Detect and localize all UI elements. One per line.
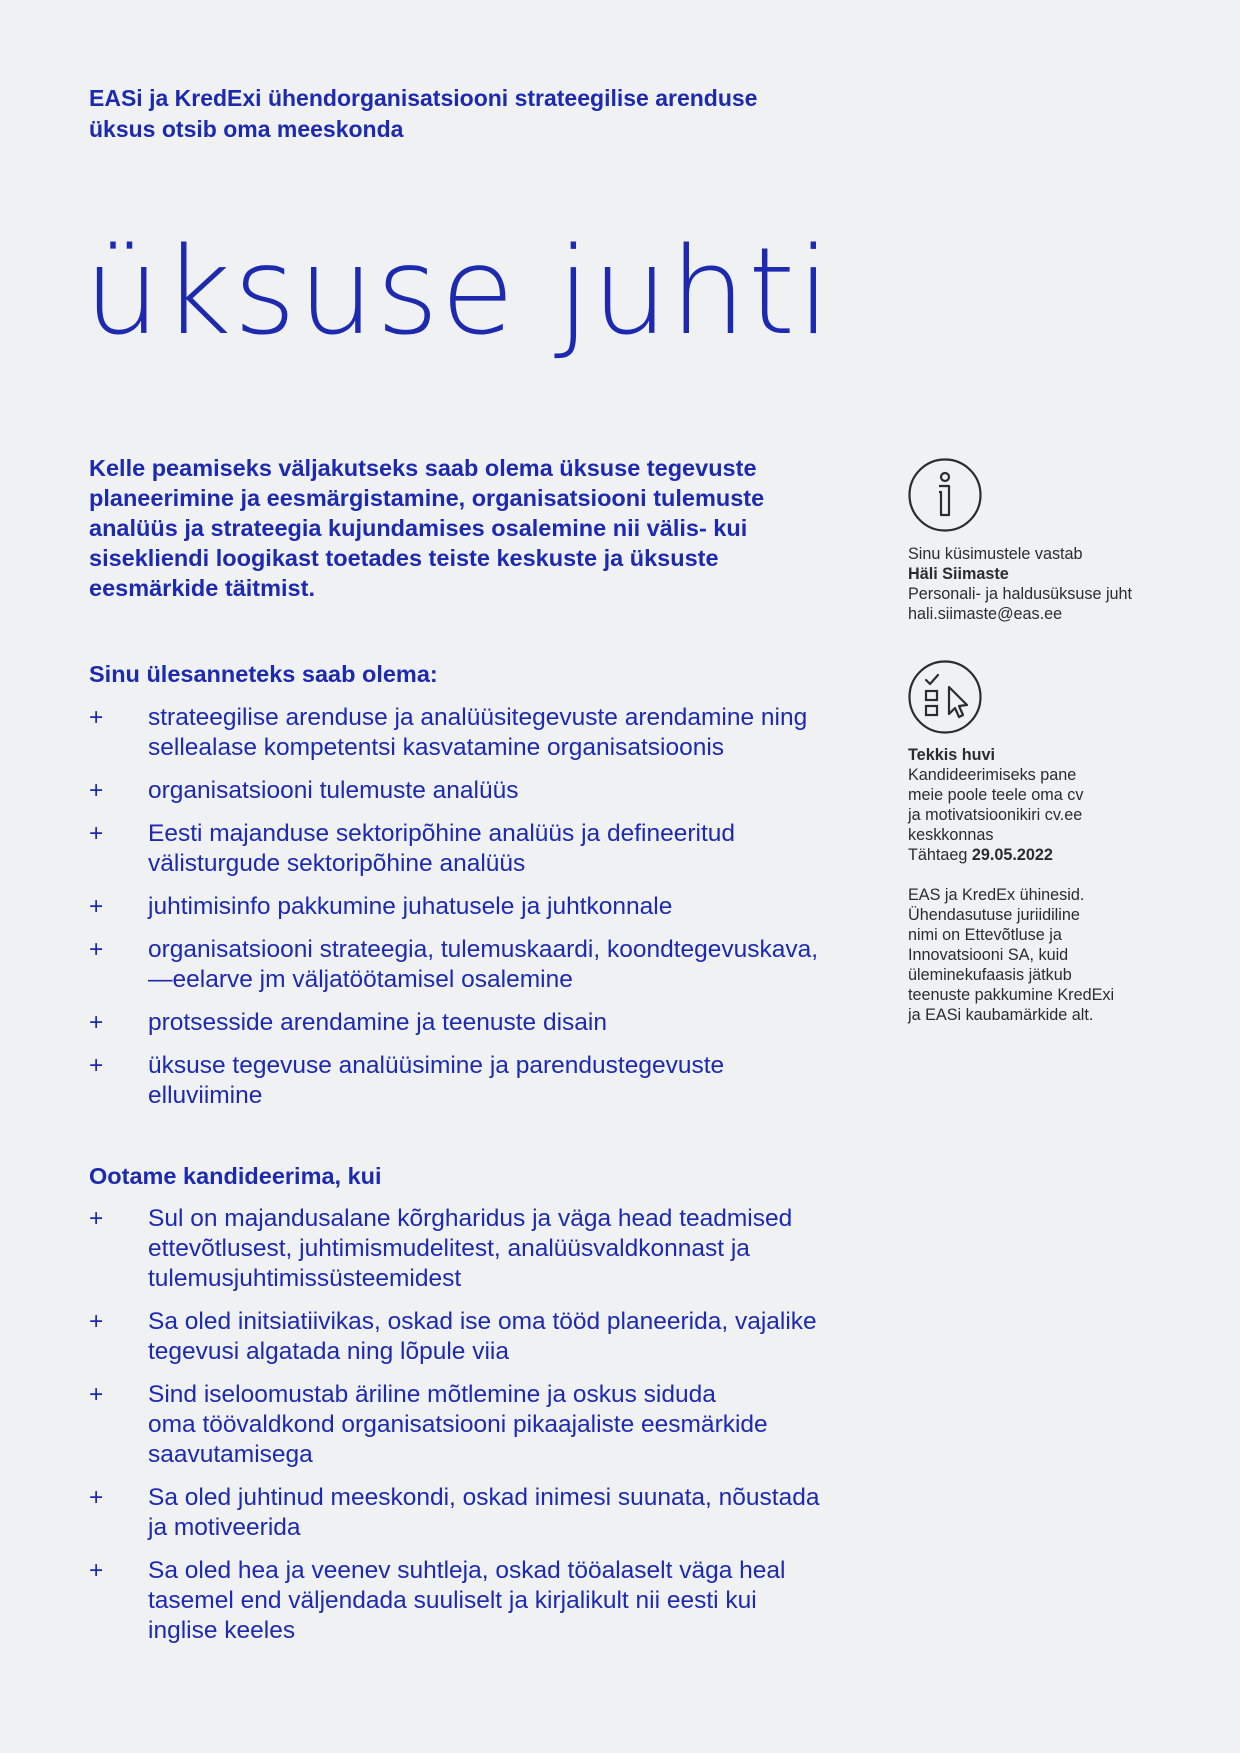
tasks-list — [89, 703, 869, 1124]
apply-line: Kandideerimiseks pane — [908, 766, 1077, 784]
item-line: tasemel end väljendada suuliselt ja kirjalikult nii eesti kui — [148, 1587, 757, 1614]
note-line: Innovatsiooni SA, kuid — [908, 946, 1069, 964]
page-title: üksuse juhti — [84, 223, 833, 362]
item-line: protsesside arendamine ja teenuste disain — [148, 1009, 607, 1036]
plus-icon: + — [89, 1557, 104, 1584]
item-line: Sa oled initsiatiivikas, oskad ise oma tööd planeerida, vajalike — [148, 1308, 817, 1335]
item-line: Sa oled juhtinud meeskondi, oskad inimesi suunata, nõustada — [148, 1484, 820, 1511]
item-line: Eesti majanduse sektoripõhine analüüs ja defineeritud — [148, 820, 736, 847]
item-line: ettevõtlusest, juhtimismudelitest, analüüsvaldkonnast ja — [148, 1235, 750, 1262]
item-line: juhtimisinfo pakkumine juhatusele ja juhtkonnale — [148, 893, 673, 920]
note-line: Ühendasutuse juriidiline — [908, 906, 1080, 924]
item-line: strateegilise arenduse ja analüüsitegevuste arendamine ning — [148, 704, 808, 731]
lead-line: sisekliendi loogikast toetades teiste keskuste ja üksuste — [89, 545, 719, 571]
deadline-date: 29.05.2022 — [971, 846, 1053, 864]
lead-line: Kelle peamiseks väljakutseks saab olema üksuse tegevuste — [89, 455, 757, 481]
plus-icon: + — [89, 1381, 104, 1408]
apply-line: keskkonnas — [908, 826, 994, 844]
plus-icon: + — [89, 1308, 104, 1335]
list-item — [89, 1307, 869, 1367]
apply-line: ja motivatsioonikiri cv.ee — [908, 806, 1083, 824]
plus-icon: + — [89, 893, 104, 920]
lead-line: planeerimine ja eesmärgistamine, organisatsiooni tulemuste — [89, 485, 765, 511]
contact-block — [908, 544, 1158, 624]
item-line: organisatsiooni tulemuste analüüs — [148, 777, 519, 804]
plus-icon: + — [89, 777, 104, 804]
plus-icon: + — [89, 820, 104, 847]
list-item — [89, 703, 869, 763]
note-line: teenuste pakkumine KredExi — [908, 986, 1115, 1004]
plus-icon: + — [89, 1009, 104, 1036]
deadline — [908, 845, 1158, 865]
item-line: elluviimine — [148, 1082, 263, 1109]
note-line: EAS ja KredEx ühinesid. — [908, 886, 1085, 904]
list-item — [89, 1204, 869, 1294]
info-icon — [907, 457, 983, 533]
item-line: välisturgude sektoripõhine analüüs — [148, 850, 526, 877]
list-item — [89, 819, 869, 879]
intro-heading — [89, 83, 849, 145]
item-line: organisatsiooni strateegia, tulemuskaardi, koondtegevuskava, — [148, 936, 819, 963]
checklist-cursor-icon — [907, 659, 983, 735]
tasks-heading: Sinu ülesanneteks saab olema: — [89, 661, 438, 687]
merger-note — [908, 885, 1158, 1025]
list-item — [89, 1008, 869, 1038]
contact-role: Personali- ja haldusüksuse juht — [908, 585, 1133, 603]
lead-line: analüüs ja strateegia kujundamises osalemine nii välis- kui — [89, 515, 748, 541]
item-line: tegevusi algatada ning lõpule viia — [148, 1338, 509, 1365]
item-line: saavutamisega — [148, 1441, 313, 1468]
list-item — [89, 1051, 869, 1111]
item-line: Sa oled hea ja veenev suhtleja, oskad tööalaselt väga heal — [148, 1557, 786, 1584]
list-item — [89, 1556, 869, 1646]
apply-block — [908, 745, 1158, 865]
contact-email[interactable]: hali.siimaste@eas.ee — [908, 605, 1063, 623]
contact-intro: Sinu küsimustele vastab — [908, 545, 1083, 563]
deadline-label: Tähtaeg — [908, 846, 968, 864]
item-line: ja motiveerida — [148, 1514, 301, 1541]
plus-icon: + — [89, 1052, 104, 1079]
note-line: nimi on Ettevõtluse ja — [908, 926, 1062, 944]
list-item — [89, 1483, 869, 1543]
plus-icon: + — [89, 1484, 104, 1511]
intro-line: üksus otsib oma meeskonda — [89, 116, 404, 142]
apply-line: meie poole teele oma cv — [908, 786, 1084, 804]
item-line: tulemusjuhtimissüsteemidest — [148, 1265, 462, 1292]
contact-name: Häli Siimaste — [908, 565, 1009, 583]
item-line: Sul on majandusalane kõrgharidus ja väga head teadmised — [148, 1205, 793, 1232]
list-item — [89, 1380, 869, 1470]
plus-icon: + — [89, 1205, 104, 1232]
apply-heading: Tekkis huvi — [908, 746, 995, 764]
item-line: inglise keeles — [148, 1617, 296, 1644]
requirements-list — [89, 1204, 869, 1659]
lead-line: eesmärkide täitmist. — [89, 575, 315, 601]
note-line: ja EASi kaubamärkide alt. — [908, 1006, 1094, 1024]
list-item — [89, 892, 869, 922]
item-line: Sind iseloomustab äriline mõtlemine ja oskus siduda — [148, 1381, 716, 1408]
item-line: —eelarve jm väljatöötamisel osalemine — [148, 966, 573, 993]
intro-line: EASi ja KredExi ühendorganisatsiooni strateegilise arenduse — [89, 85, 758, 111]
lead-paragraph — [89, 453, 849, 603]
list-item — [89, 776, 869, 806]
item-line: üksuse tegevuse analüüsimine ja parendustegevuste — [148, 1052, 725, 1079]
note-line: üleminekufaasis jätkub — [908, 966, 1072, 984]
plus-icon: + — [89, 704, 104, 731]
plus-icon: + — [89, 936, 104, 963]
item-line: oma töövaldkond organisatsiooni pikaajaliste eesmärkide — [148, 1411, 768, 1438]
list-item — [89, 935, 869, 995]
item-line: sellealase kompetentsi kasvatamine organisatsioonis — [148, 734, 725, 761]
requirements-heading: Ootame kandideerima, kui — [89, 1163, 382, 1189]
